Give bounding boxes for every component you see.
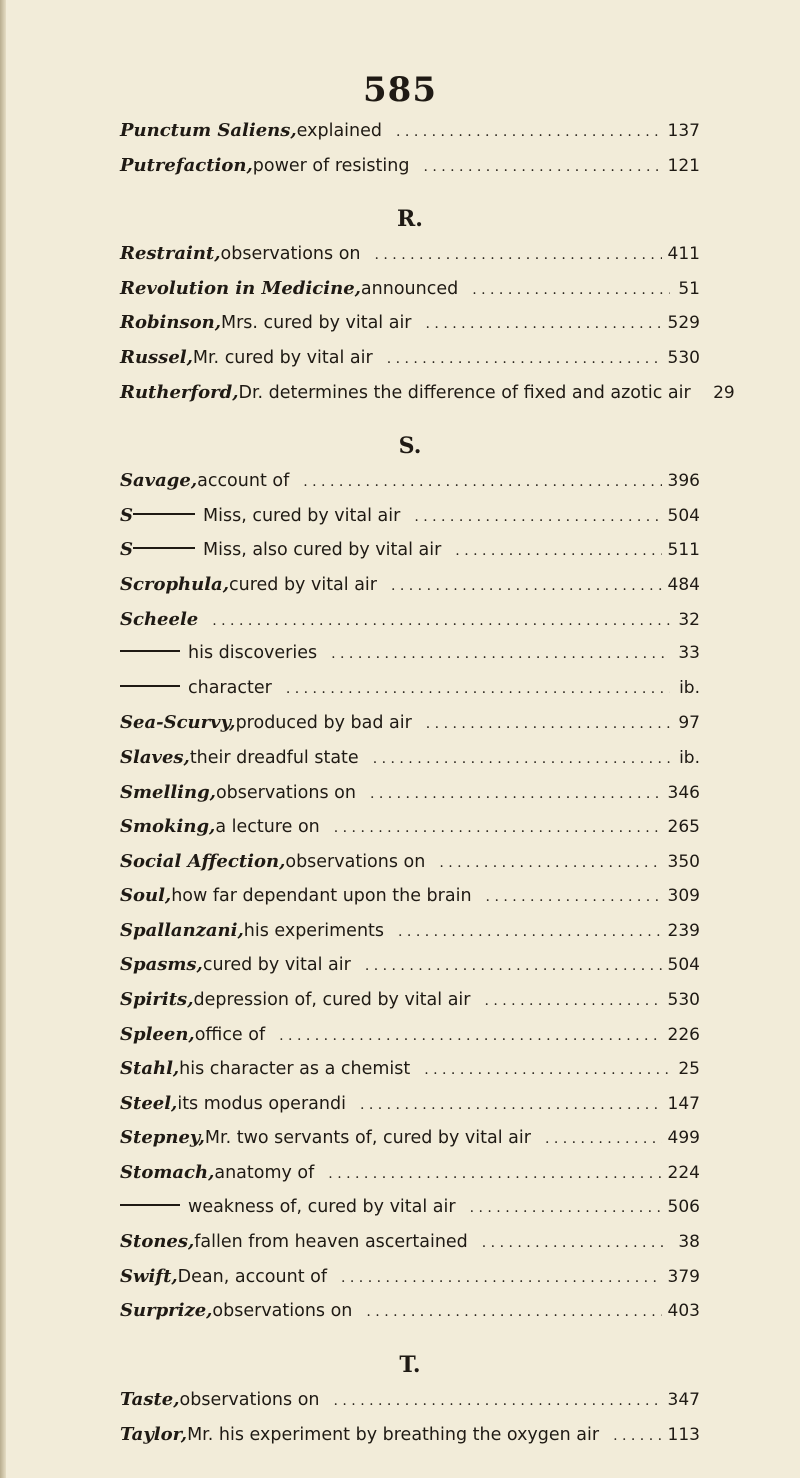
entry-term: Smoking, — [120, 816, 216, 838]
dot-leader — [484, 993, 661, 1009]
entry-term: Russel, — [120, 346, 193, 368]
entry-description: account of — [197, 471, 290, 492]
index-entry — [120, 1389, 700, 1424]
section-letter: S. — [398, 433, 422, 460]
index-content — [120, 120, 735, 1458]
entry-term: Swift, — [120, 1265, 178, 1287]
index-entry — [120, 989, 700, 1024]
index-entry — [120, 1162, 700, 1197]
dot-leader — [396, 124, 662, 140]
index-entry — [120, 1127, 700, 1162]
dot-leader — [373, 751, 670, 767]
entry-page-number: 33 — [678, 643, 700, 664]
entry-description: Miss, also cured by vital air — [203, 540, 442, 561]
index-entry — [120, 120, 700, 155]
entry-term: Restraint, — [120, 243, 221, 265]
entry-term: Spasms, — [120, 954, 203, 976]
entry-page-number: 113 — [667, 1424, 700, 1445]
entry-page-number: 226 — [667, 1024, 700, 1045]
page-edge — [0, 0, 6, 1478]
entry-page-number: ib. — [679, 747, 700, 768]
entry-term: Stahl, — [120, 1058, 180, 1080]
entry-description: Dr. determines the difference of fixed and azotic air — [238, 382, 691, 403]
dot-leader — [328, 1166, 661, 1182]
dot-leader — [370, 786, 662, 802]
dot-leader — [414, 509, 661, 525]
entry-page-number: 396 — [667, 471, 700, 492]
entry-term: Soul, — [120, 885, 172, 907]
index-entry — [120, 243, 700, 278]
index-entry — [120, 505, 700, 540]
entry-term: Punctum Saliens, — [120, 120, 297, 141]
dot-leader — [470, 1200, 662, 1216]
entry-term: Surprize, — [120, 1300, 213, 1322]
entry-page-number: 529 — [667, 313, 700, 334]
entry-description: fallen from heaven ascertained — [194, 1232, 468, 1253]
entry-description: produced by bad air — [235, 713, 412, 734]
entry-description: character — [188, 677, 272, 698]
entry-description: observations on — [220, 244, 361, 265]
index-entry — [120, 1093, 700, 1128]
entry-term: Scheele — [120, 608, 199, 630]
dot-leader — [334, 820, 662, 836]
index-entry — [120, 312, 700, 347]
dot-leader — [439, 855, 661, 871]
entry-term: Rutherford, — [120, 381, 239, 403]
index-entry — [120, 539, 700, 574]
dot-leader — [387, 351, 662, 367]
dot-leader — [331, 646, 670, 662]
dot-leader — [482, 1235, 670, 1251]
entry-term: Stepney, — [120, 1127, 205, 1149]
entry-description: his experiments — [243, 920, 385, 941]
index-entry — [120, 678, 700, 713]
entry-description: Mrs. cured by vital air — [220, 313, 412, 334]
index-entry — [120, 1231, 700, 1266]
entry-page-number: 484 — [667, 574, 700, 595]
entry-page-number: 239 — [667, 920, 700, 941]
dot-leader — [398, 924, 662, 940]
dot-leader — [341, 1270, 662, 1286]
dot-leader — [334, 1393, 662, 1409]
section-letter: T. — [399, 1352, 421, 1378]
dot-leader — [366, 1304, 661, 1320]
index-entry — [120, 574, 700, 609]
entry-term: S — [120, 539, 133, 561]
entry-term: Taylor, — [120, 1423, 188, 1445]
dot-leader — [472, 282, 670, 298]
index-entry — [120, 470, 700, 505]
entry-description: Dean, account of — [177, 1266, 327, 1287]
dot-leader — [365, 958, 662, 974]
ditto-dash — [133, 547, 195, 549]
index-entry — [120, 347, 700, 382]
dot-leader — [391, 578, 662, 594]
dot-leader — [424, 1062, 670, 1078]
entry-description: how far dependant upon the brain — [171, 886, 472, 907]
entry-description: observations on — [285, 851, 426, 872]
entry-description: office of — [194, 1024, 266, 1045]
entry-page-number: 265 — [667, 817, 700, 838]
entry-term: Smelling, — [120, 781, 216, 803]
entry-term: Slaves, — [120, 746, 190, 768]
dot-leader — [455, 543, 661, 559]
index-entry — [120, 954, 700, 989]
entry-page-number: 29 — [713, 382, 735, 403]
entry-page-number: 403 — [667, 1301, 700, 1322]
ditto-dash — [120, 685, 180, 687]
entry-page-number: 51 — [678, 278, 700, 299]
entry-description: explained — [296, 121, 383, 141]
entry-page-number: 137 — [667, 121, 700, 141]
entry-page-number: 309 — [667, 886, 700, 907]
dot-leader — [423, 159, 661, 175]
index-entry — [120, 643, 700, 678]
entry-description: anatomy of — [214, 1163, 315, 1184]
entry-page-number: 347 — [667, 1390, 700, 1410]
entry-page-number: 224 — [667, 1163, 700, 1184]
index-entry — [120, 1024, 700, 1059]
entry-page-number: 511 — [667, 540, 700, 561]
entry-term: Scrophula, — [120, 573, 229, 595]
index-entry — [120, 816, 700, 851]
index-entry — [120, 1197, 700, 1232]
entry-page-number: 346 — [667, 782, 700, 803]
entry-description: its modus operandi — [177, 1093, 346, 1114]
ditto-dash — [120, 650, 180, 652]
index-entry — [120, 155, 700, 190]
index-entry — [120, 782, 700, 817]
dot-leader — [426, 316, 662, 332]
index-entry — [120, 747, 700, 782]
entry-term: Spirits, — [120, 989, 194, 1011]
index-entry — [120, 920, 700, 955]
entry-description: cured by vital air — [228, 574, 377, 595]
dot-leader — [279, 1028, 661, 1044]
entry-page-number: 147 — [667, 1093, 700, 1114]
entry-description: observations on — [215, 782, 356, 803]
entry-description: a lecture on — [215, 817, 320, 838]
entry-term: Putrefaction, — [120, 154, 253, 176]
dot-leader — [545, 1131, 662, 1147]
entry-term: Taste, — [120, 1389, 180, 1410]
entry-page-number: 97 — [678, 713, 700, 734]
entry-term: Robinson, — [120, 312, 221, 334]
entry-page-number: 121 — [667, 155, 700, 176]
entry-description: announced — [360, 278, 459, 299]
entry-page-number: 25 — [678, 1059, 700, 1080]
entry-page-number: 504 — [667, 505, 700, 526]
dot-leader — [212, 613, 670, 629]
entry-description: observations on — [179, 1390, 320, 1410]
entry-term: Stones, — [120, 1231, 195, 1253]
dot-leader — [486, 889, 662, 905]
dot-leader — [303, 474, 661, 490]
entry-description: Miss, cured by vital air — [203, 505, 401, 526]
ditto-dash — [133, 513, 195, 515]
entry-description: his character as a chemist — [179, 1059, 411, 1080]
entry-page-number: 32 — [678, 609, 700, 630]
ditto-dash — [120, 1204, 180, 1206]
index-entry — [120, 278, 700, 313]
entry-page-number: 499 — [667, 1128, 700, 1149]
entry-description: depression of, cured by vital air — [193, 990, 471, 1011]
entry-term: Revolution in Medicine, — [120, 277, 361, 299]
entry-term: Spleen, — [120, 1023, 195, 1045]
entry-page-number: 379 — [667, 1266, 700, 1287]
entry-page-number: 350 — [667, 851, 700, 872]
entry-term: Savage, — [120, 470, 198, 492]
entry-description: weakness of, cured by vital air — [188, 1196, 456, 1217]
dot-leader — [360, 1097, 662, 1113]
entry-term: Steel, — [120, 1092, 178, 1114]
entry-term: Stomach, — [120, 1162, 215, 1184]
entry-description: cured by vital air — [202, 955, 351, 976]
entry-term: Spallanzani, — [120, 919, 244, 941]
index-entry — [120, 1300, 700, 1335]
page-number: 585 — [363, 70, 437, 110]
index-entry — [120, 1058, 700, 1093]
dot-leader — [613, 1428, 661, 1444]
entry-term: Sea-Scurvy, — [120, 712, 236, 734]
section-letter: R. — [397, 206, 423, 233]
index-entry — [120, 712, 700, 747]
entry-description: their dreadful state — [189, 747, 359, 768]
entry-page-number: 506 — [667, 1196, 700, 1217]
index-entry — [120, 1266, 700, 1301]
index-entry — [120, 885, 700, 920]
entry-page-number: 530 — [667, 347, 700, 368]
index-entry — [120, 609, 700, 644]
entry-description: observations on — [212, 1301, 353, 1322]
index-entry — [120, 381, 735, 417]
dot-leader — [426, 716, 670, 732]
entry-description: his discoveries — [188, 643, 318, 664]
entry-description: Mr. cured by vital air — [192, 347, 373, 368]
entry-page-number: 504 — [667, 955, 700, 976]
dot-leader — [375, 247, 662, 263]
entry-page-number: 411 — [667, 244, 700, 265]
index-entry — [120, 1424, 700, 1459]
dot-leader — [286, 681, 670, 697]
entry-description: Mr. his experiment by breathing the oxygen air — [187, 1424, 600, 1445]
entry-page-number: 38 — [678, 1232, 700, 1253]
entry-term: S — [120, 504, 133, 526]
entry-description: Mr. two servants of, cured by vital air — [204, 1128, 531, 1149]
entry-term: Social Affection, — [120, 850, 286, 872]
entry-page-number: 530 — [667, 990, 700, 1011]
index-entry — [120, 851, 700, 886]
entry-page-number: ib. — [679, 677, 700, 698]
entry-description: power of resisting — [252, 155, 410, 176]
